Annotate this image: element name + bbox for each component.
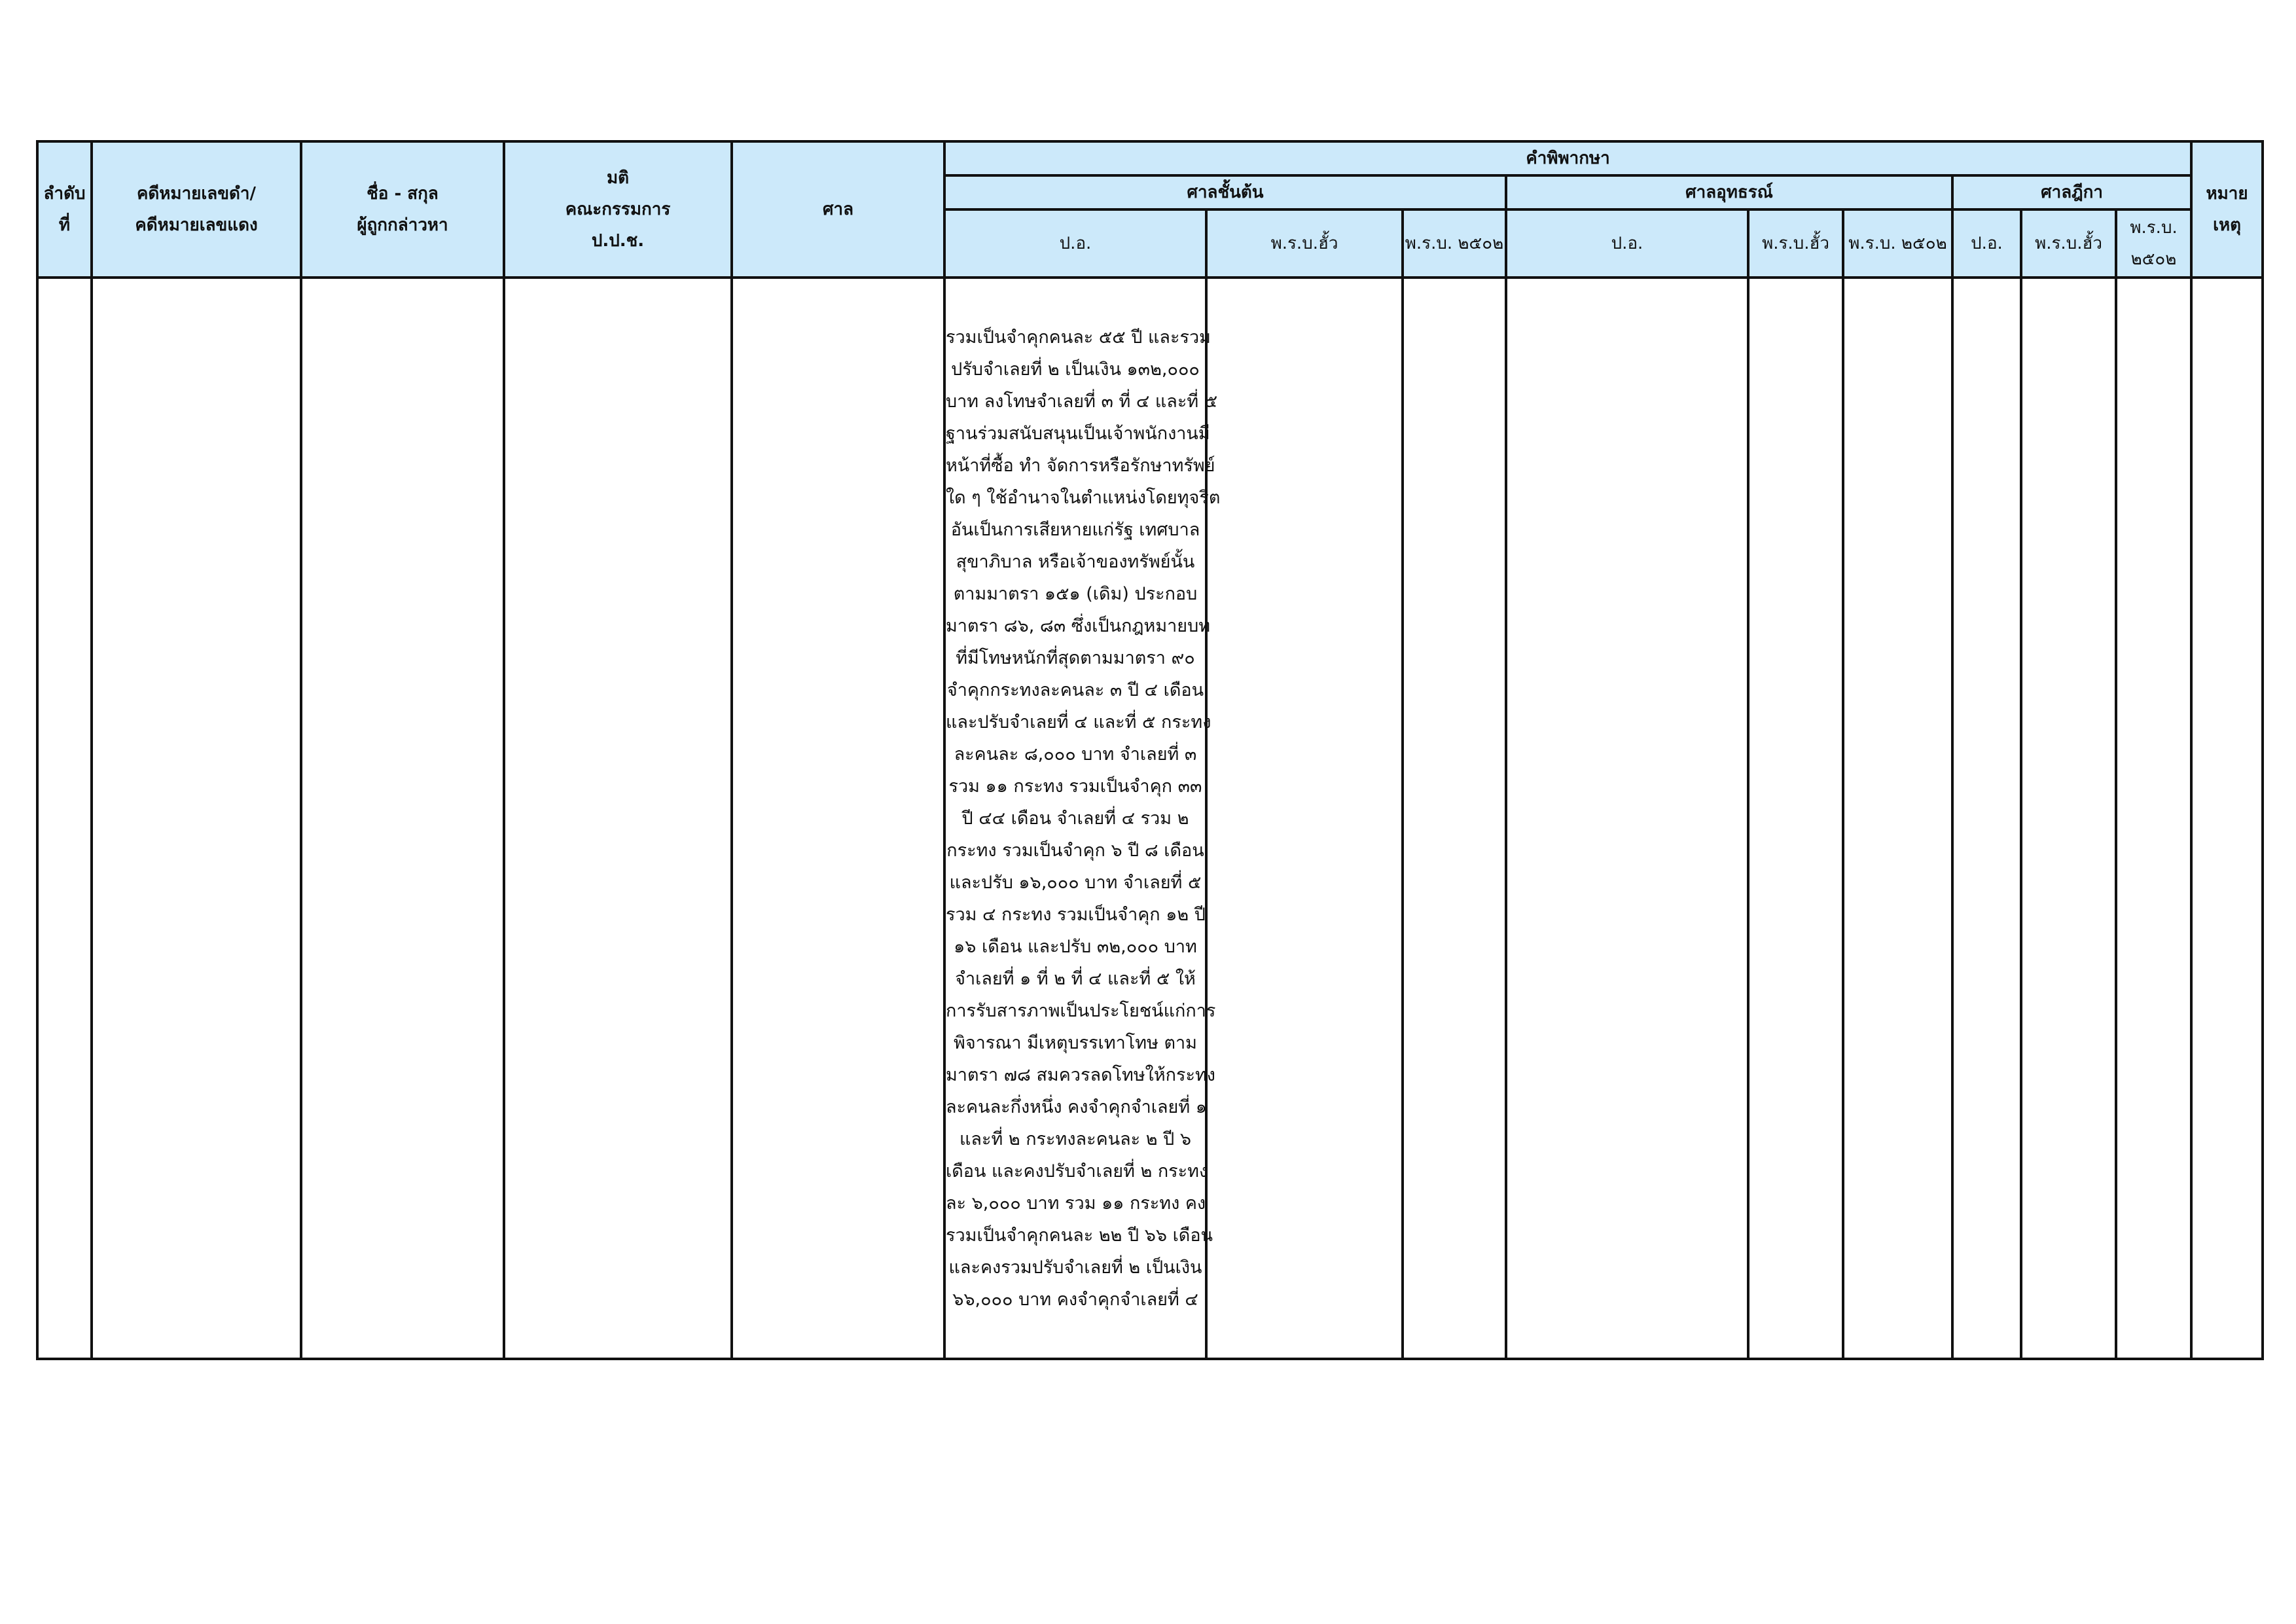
header-first-instance-court: ศาลชั้นต้น (944, 175, 1506, 209)
header-appeal-act-hua: พ.ร.บ.ฮั้ว (1748, 209, 1843, 278)
judgment-line: รวม ๑๑ กระทง รวมเป็นจำคุก ๓๓ (948, 776, 1202, 797)
header-remark-line1: หมาย (2206, 184, 2248, 204)
header-case-number-line1: คดีหมายเลขดำ/ (137, 184, 256, 204)
judgment-line: จำเลยที่ ๑ ที่ ๒ ที่ ๔ และที่ ๕ ให้ (955, 968, 1196, 989)
judgment-table (36, 140, 2264, 1360)
judgment-line: การรับสารภาพเป็นประโยชน์แก่การ (946, 1000, 1216, 1021)
judgment-line: ใด ๆ ใช้อำนาจในตำแหน่งโดยทุจริต (946, 487, 1221, 508)
header-case-number (92, 141, 301, 278)
cell-nacc-resolution (504, 278, 732, 1359)
judgment-line: ๑๖ เดือน และปรับ ๓๒,๐๐๐ บาท (954, 936, 1197, 957)
header-appeal-criminal-code: ป.อ. (1506, 209, 1748, 278)
cell-appeal-act-hua (1748, 278, 1843, 1359)
judgment-line: ละ ๖,๐๐๐ บาท รวม ๑๑ กระทง คง (946, 1193, 1206, 1214)
header-accused-name-line1: ชื่อ - สกุล (367, 184, 439, 204)
judgment-line: ละคนละ ๘,๐๐๐ บาท จำเลยที่ ๓ (954, 744, 1197, 765)
header-first-instance-act-hua: พ.ร.บ.ฮั้ว (1206, 209, 1403, 278)
judgment-line: รวมเป็นจำคุกคนละ ๕๕ ปี และรวม (946, 327, 1211, 348)
judgment-line: อันเป็นการเสียหายแก่รัฐ เทศบาล (950, 519, 1200, 540)
judgment-line: หน้าที่ซื้อ ทำ จัดการหรือรักษาทรัพย์ (946, 455, 1215, 476)
judgment-line: ละคนละกึ่งหนึ่ง คงจำคุกจำเลยที่ ๑ (946, 1096, 1207, 1117)
cell-accused-name (301, 278, 504, 1359)
judgment-line: สุขาภิบาล หรือเจ้าของทรัพย์นั้น (956, 551, 1195, 572)
judgment-line: มาตรา ๘๖, ๘๓ ซึ่งเป็นกฎหมายบท (946, 615, 1211, 636)
header-accused-name-line2: ผู้ถูกกล่าวหา (357, 215, 448, 235)
judgment-line: ตามมาตรา ๑๕๑ (เดิม) ประกอบ (953, 583, 1198, 604)
judgment-line: ปรับจำเลยที่ ๒ เป็นเงิน ๑๓๒,๐๐๐ (951, 359, 1200, 380)
header-remark (2191, 141, 2263, 278)
cell-remark (2191, 278, 2263, 1359)
judgment-line: ๖๖,๐๐๐ บาท คงจำคุกจำเลยที่ ๔ (952, 1289, 1198, 1310)
cell-supreme-criminal-code (1952, 278, 2021, 1359)
judgment-line: พิจารณา มีเหตุบรรเทาโทษ ตาม (954, 1032, 1197, 1053)
cell-first-instance-act-hua (1206, 278, 1403, 1359)
header-supreme-act-2502 (2116, 209, 2191, 278)
header-case-number-line2: คดีหมายเลขแดง (135, 215, 258, 235)
judgment-line: ปี ๔๔ เดือน จำเลยที่ ๔ รวม ๒ (961, 808, 1189, 829)
cell-first-instance-act-2502 (1403, 278, 1506, 1359)
header-supreme-court: ศาลฎีกา (1952, 175, 2191, 209)
judgment-line: และปรับ ๑๖,๐๐๐ บาท จำเลยที่ ๕ (949, 872, 1202, 893)
cell-appeal-criminal-code (1506, 278, 1748, 1359)
header-remark-line2: เหตุ (2213, 215, 2241, 235)
header-supreme-criminal-code: ป.อ. (1952, 209, 2021, 278)
header-first-instance-act-2502: พ.ร.บ. ๒๕๐๒ (1403, 209, 1506, 278)
header-nacc-resolution-line2: คณะกรรมการ (565, 200, 671, 219)
judgment-line: ที่มีโทษหนักที่สุดตามมาตรา ๙๐ (956, 647, 1195, 668)
header-supreme-act-2502-line2: ๒๕๐๒ (2130, 249, 2177, 269)
header-first-instance-criminal-code: ป.อ. (944, 209, 1206, 278)
header-appeal-act-2502: พ.ร.บ. ๒๕๐๒ (1843, 209, 1952, 278)
judgment-line: ฐานร่วมสนับสนุนเป็นเจ้าพนักงานมี (946, 423, 1210, 444)
cell-court (732, 278, 944, 1359)
cell-supreme-act-hua (2021, 278, 2116, 1359)
header-nacc-resolution-line3: ป.ป.ช. (591, 231, 645, 251)
judgment-line: และปรับจำเลยที่ ๔ และที่ ๕ กระทง (946, 712, 1211, 732)
header-supreme-act-hua: พ.ร.บ.ฮั้ว (2021, 209, 2116, 278)
header-judgment: คำพิพากษา (944, 141, 2191, 175)
judgment-line: จำคุกกระทงละคนละ ๓ ปี ๔ เดือน (946, 679, 1204, 700)
header-appeal-court: ศาลอุทธรณ์ (1506, 175, 1952, 209)
header-order-line2: ที่ (58, 215, 71, 235)
header-supreme-act-2502-line1: พ.ร.บ. (2130, 218, 2178, 238)
cell-supreme-act-2502 (2116, 278, 2191, 1359)
judgment-line: กระทง รวมเป็นจำคุก ๖ ปี ๘ เดือน (946, 840, 1204, 861)
header-order-line1: ลำดับ (43, 184, 86, 204)
judgment-line: และคงรวมปรับจำเลยที่ ๒ เป็นเงิน (948, 1257, 1202, 1278)
header-accused-name (301, 141, 504, 278)
cell-appeal-act-2502 (1843, 278, 1952, 1359)
judgment-line: เดือน และคงปรับจำเลยที่ ๒ กระทง (946, 1161, 1208, 1182)
header-nacc-resolution (504, 141, 732, 278)
cell-order (37, 278, 92, 1359)
cell-first-instance-criminal-code (944, 278, 1221, 1359)
judgment-line: รวม ๔ กระทง รวมเป็นจำคุก ๑๒ ปี (946, 904, 1206, 925)
header-court: ศาล (732, 141, 944, 278)
judgment-line: มาตรา ๗๘ สมควรลดโทษให้กระทง (946, 1064, 1215, 1085)
judgment-line: และที่ ๒ กระทงละคนละ ๒ ปี ๖ (960, 1128, 1191, 1149)
header-nacc-resolution-line1: มติ (606, 168, 630, 188)
judgment-line: บาท ลงโทษจำเลยที่ ๓ ที่ ๔ และที่ ๕ (946, 391, 1218, 412)
cell-case-number (92, 278, 301, 1359)
table-row (37, 278, 2263, 1359)
judgment-line: รวมเป็นจำคุกคนละ ๒๒ ปี ๖๖ เดือน (946, 1225, 1213, 1246)
header-order (37, 141, 92, 278)
